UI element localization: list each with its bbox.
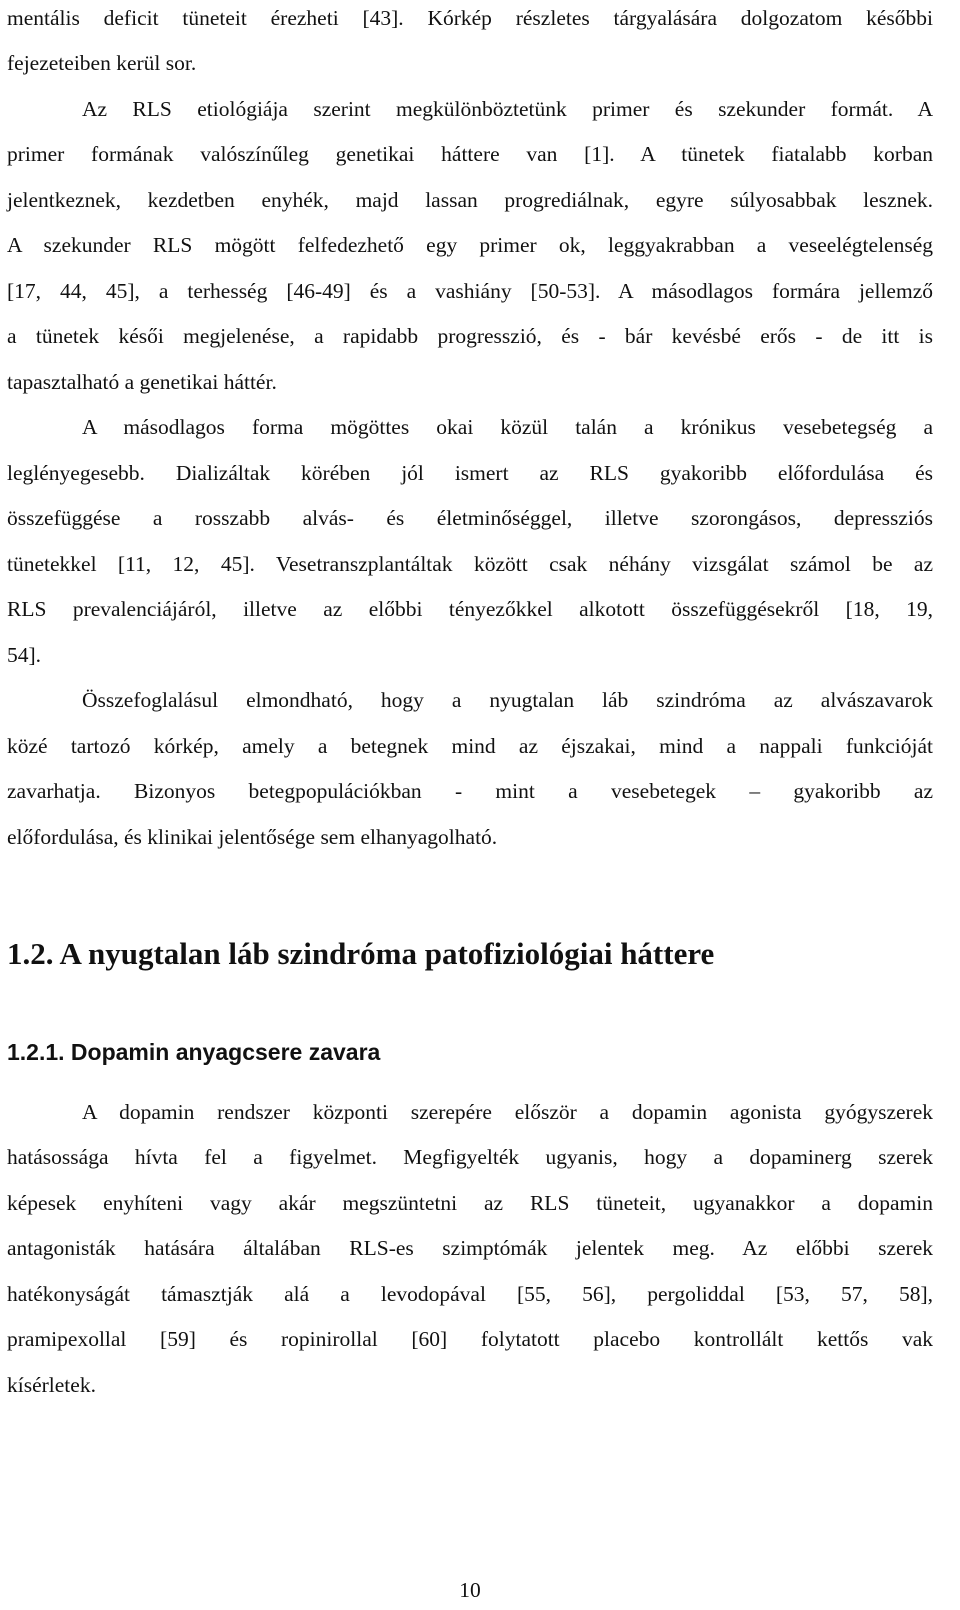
text-line: mentális deficit tüneteit érezheti [43]. Kórkép részletes tárgyalására dolgozatom későbbi: [7, 6, 933, 30]
text-line: A másodlagos forma mögöttes okai közül talán a krónikus vesebetegség a: [82, 415, 933, 439]
text-line: összefüggése a rosszabb alvás- és életminőséggel, illetve szorongásos, depressziós: [7, 506, 933, 530]
text-line: Az RLS etiológiája szerint megkülönböztetünk primer és szekunder formát. A: [82, 97, 933, 121]
text-line: jelentkeznek, kezdetben enyhék, majd lassan progrediálnak, egyre súlyosabbak lesznek.: [7, 188, 933, 212]
text-line: primer formának valószínűleg genetikai háttere van [1]. A tünetek fiatalabb korban: [7, 142, 933, 166]
page-number: 10: [459, 1578, 481, 1602]
text-line: tapasztalható a genetikai háttér.: [7, 370, 277, 394]
text-line: pramipexollal [59] és ropinirollal [60] folytatott placebo kontrollált kettős vak: [7, 1327, 933, 1351]
text-line: Összefoglalásul elmondható, hogy a nyugtalan láb szindróma az alvászavarok: [82, 688, 933, 712]
text-line: kísérletek.: [7, 1373, 96, 1397]
text-line: [17, 44, 45], a terhesség [46-49] és a vashiány [50-53]. A másodlagos formára jellemző: [7, 279, 933, 303]
text-line: hatékonyságát támasztják alá a levodopával [55, 56], pergoliddal [53, 57, 58],: [7, 1282, 933, 1306]
text-line: zavarhatja. Bizonyos betegpopulációkban - mint a vesebetegek – gyakoribb az: [7, 779, 933, 803]
text-line: előfordulása, és klinikai jelentősége sem elhanyagolható.: [7, 825, 498, 849]
text-line: RLS prevalenciájáról, illetve az előbbi tényezőkkel alkotott összefüggésekről [18, 19,: [7, 597, 933, 621]
text-line: fejezeteiben kerül sor.: [7, 51, 197, 75]
text-line: A szekunder RLS mögött felfedezhető egy primer ok, leggyakrabban a veseelégtelenség: [7, 233, 933, 257]
text-line: 54].: [7, 643, 42, 667]
text-line: tünetekkel [11, 12, 45]. Vesetranszplantáltak között csak néhány vizsgálat számol be az: [7, 552, 933, 576]
text-line: képesek enyhíteni vagy akár megszüntetni az RLS tüneteit, ugyanakkor a dopamin: [7, 1191, 933, 1215]
text-line: közé tartozó kórkép, amely a betegnek mind az éjszakai, mind a nappali funkcióját: [7, 734, 933, 758]
text-line: leglényegesebb. Dializáltak körében jól ismert az RLS gyakoribb előfordulása és: [7, 461, 933, 485]
text-line: A dopamin rendszer központi szerepére először a dopamin agonista gyógyszerek: [82, 1100, 933, 1124]
text-line: antagonisták hatására általában RLS-es szimptómák jelentek meg. Az előbbi szerek: [7, 1236, 933, 1260]
text-line: hatásossága hívta fel a figyelmet. Megfigyelték ugyanis, hogy a dopaminerg szerek: [7, 1145, 933, 1169]
subsection-heading: 1.2.1. Dopamin anyagcsere zavara: [7, 1039, 381, 1065]
section-heading: 1.2. A nyugtalan láb szindróma patofiziológiai háttere: [7, 936, 715, 971]
text-line: a tünetek késői megjelenése, a rapidabb progresszió, és - bár kevésbé erős - de itt is: [7, 324, 933, 348]
